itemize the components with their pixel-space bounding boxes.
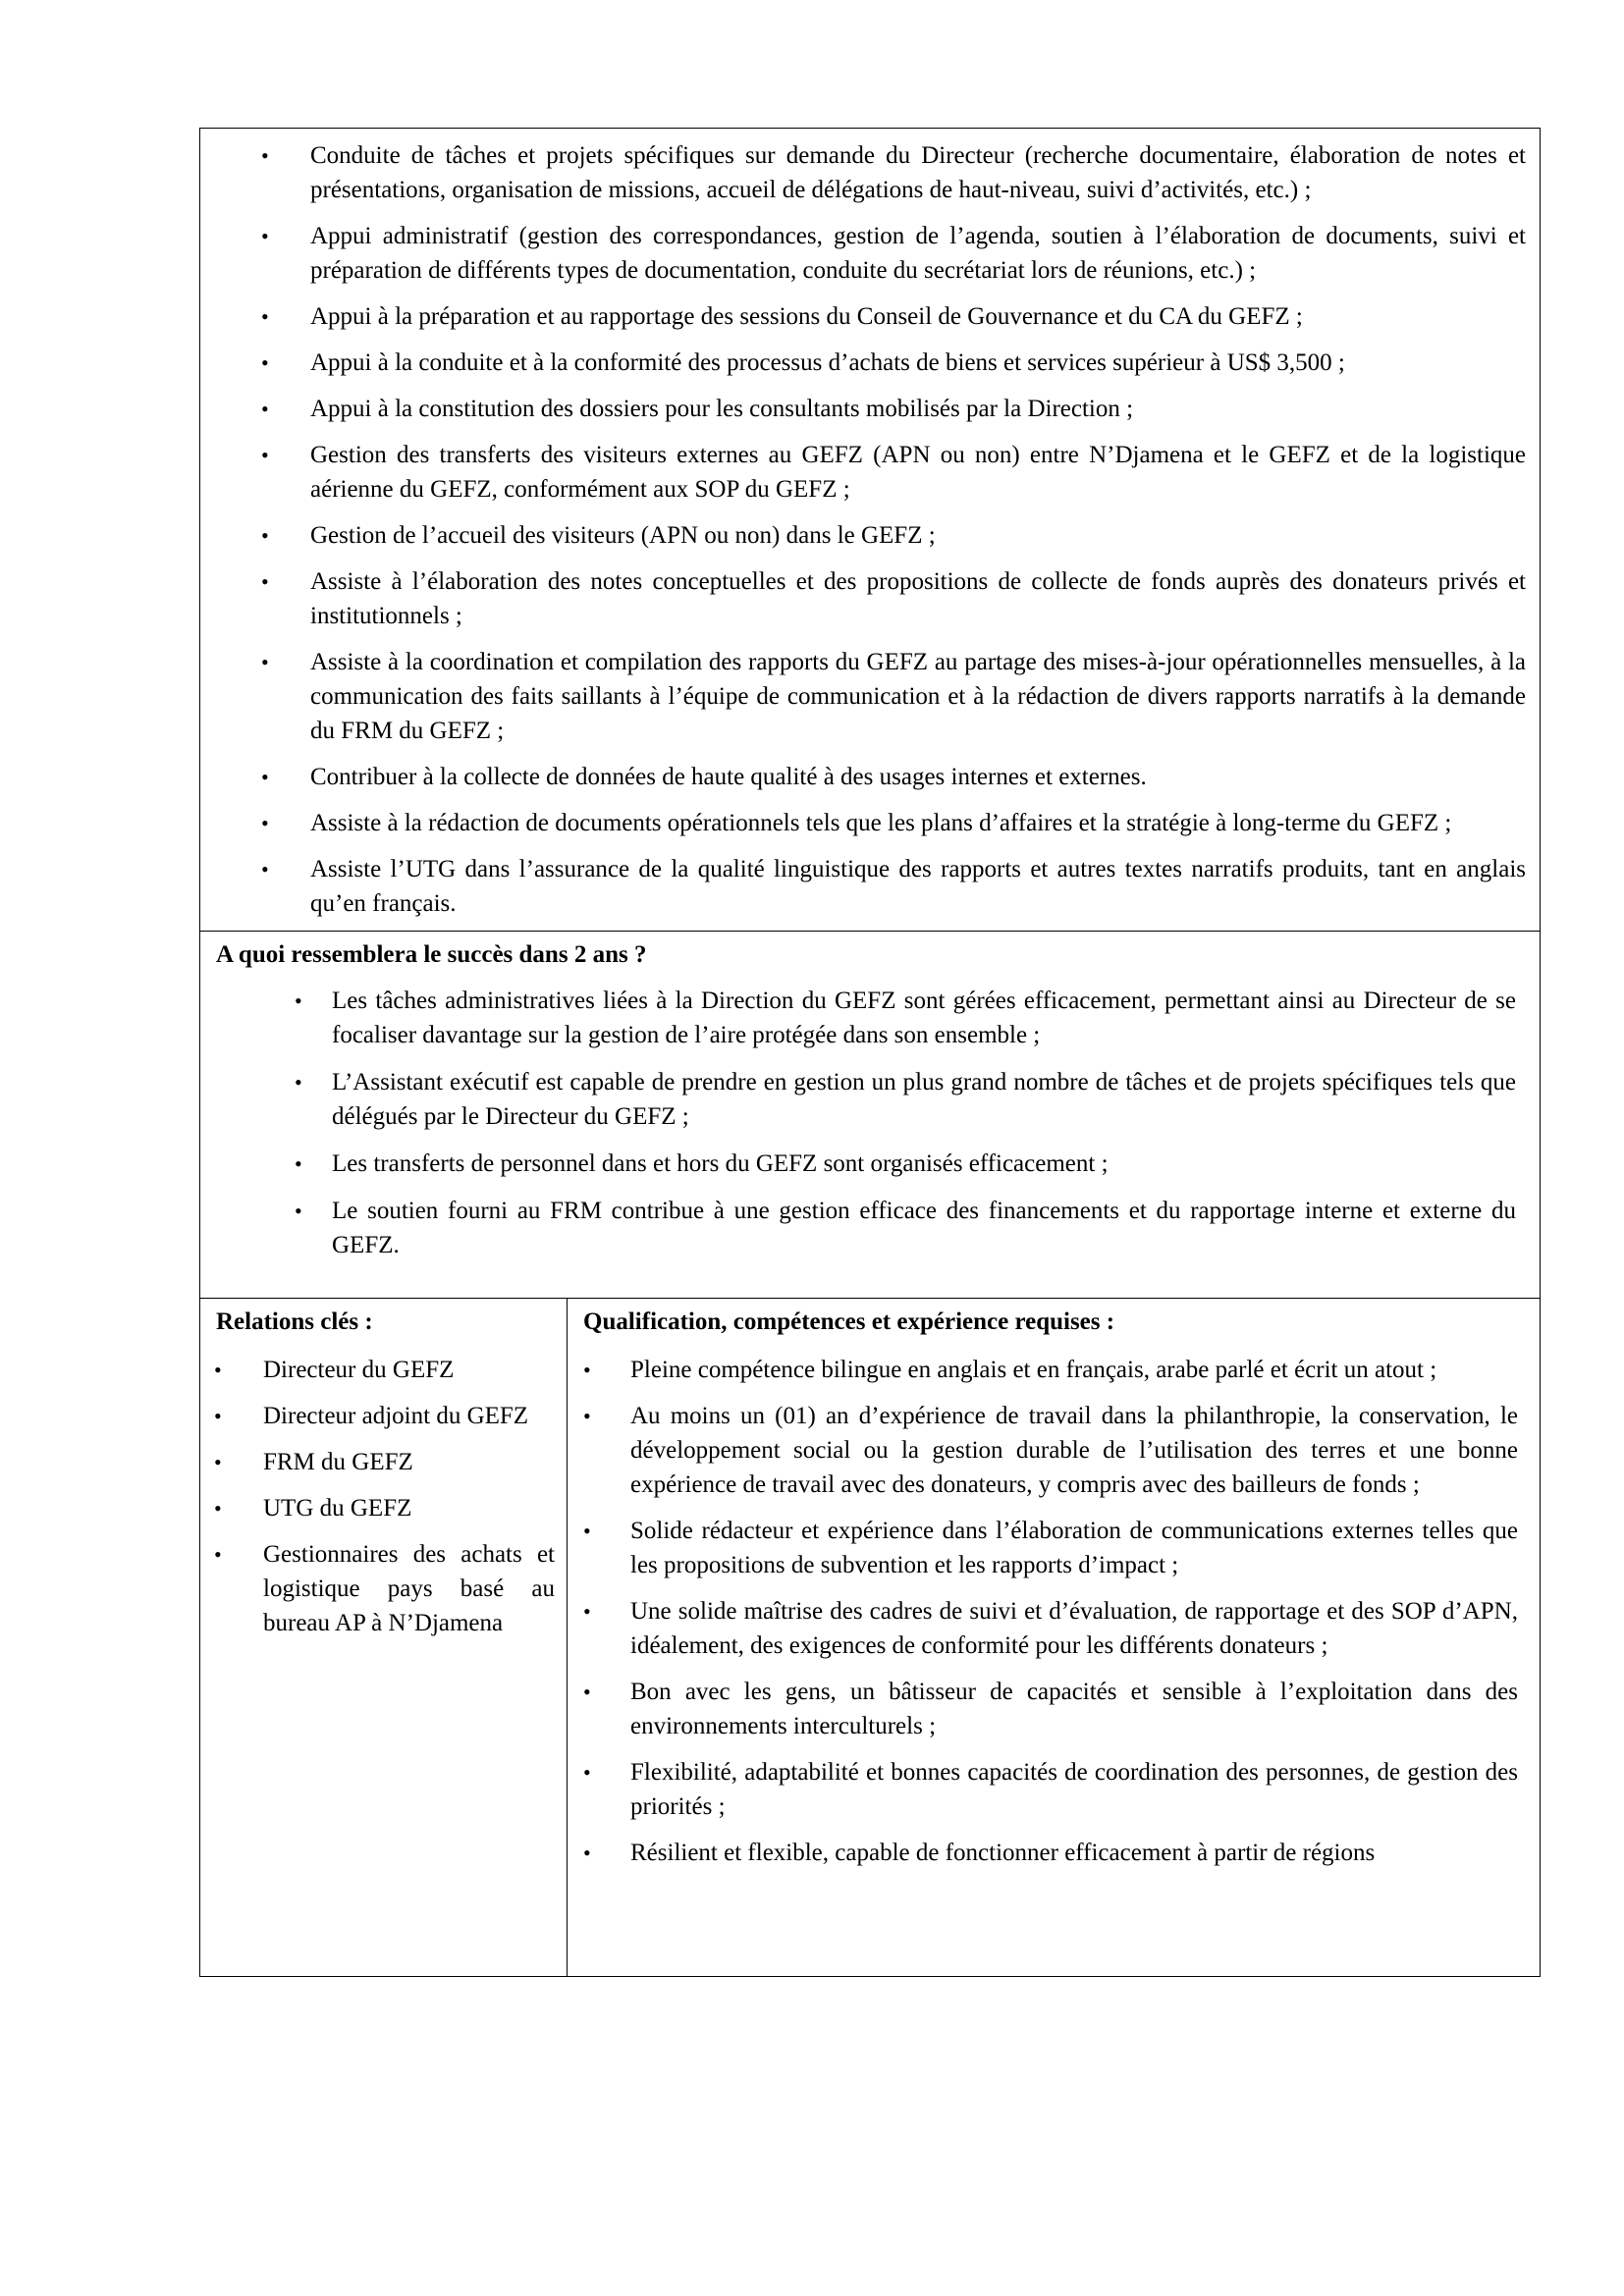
qualification-text: Bon avec les gens, un bâtisseur de capacités et sensible à l’exploitation dans des environnements interculturels ; — [630, 1679, 1518, 1739]
list-item — [200, 645, 1526, 748]
success-text: L’Assistant exécutif est capable de prendre en gestion un plus grand nombre de tâches et de projets spécifiques tels que délégués par le Directeur du GEFZ ; — [332, 1069, 1516, 1130]
bullet-icon: • — [261, 569, 269, 594]
bullet-icon: • — [214, 1542, 222, 1567]
bullet-icon: • — [583, 1599, 591, 1624]
list-item — [200, 138, 1526, 207]
bullet-icon: • — [295, 988, 302, 1013]
bullet-icon: • — [261, 143, 269, 168]
list-item — [568, 1675, 1518, 1743]
task-text: Conduite de tâches et projets spécifiques sur demande du Directeur (recherche documentaire, élaboration de notes et présentations, organisation de missions, accueil de délégations de haut-niveau, suivi d’activités, etc.) ; — [310, 142, 1526, 203]
task-text: Appui à la conduite et à la conformité des processus d’achats de biens et services supérieur à US$ 3,500 ; — [310, 349, 1345, 376]
qualifications-column — [568, 1299, 1540, 1976]
task-text: Assiste à l’élaboration des notes conceptuelles et des propositions de collecte de fonds auprès des donateurs privés et institutionnels ; — [310, 568, 1526, 629]
bullet-icon: • — [214, 1450, 222, 1474]
list-item — [200, 518, 1526, 553]
list-item — [200, 852, 1526, 921]
list-item — [568, 1836, 1518, 1870]
qualification-text: Solide rédacteur et expérience dans l’élaboration de communications externes telles que les propositions de subvention et les rapports d’impact ; — [630, 1518, 1518, 1578]
bullet-icon: • — [261, 304, 269, 329]
relations-list — [200, 1353, 555, 1640]
task-text: Assiste à la rédaction de documents opérationnels tels que les plans d’affaires et la stratégie à long-terme du GEFZ ; — [310, 810, 1452, 836]
bullet-icon: • — [214, 1358, 222, 1382]
bullet-icon: • — [583, 1760, 591, 1785]
bullet-icon: • — [583, 1358, 591, 1382]
bullet-icon: • — [261, 857, 269, 881]
qualification-text: Pleine compétence bilingue en anglais et en français, arabe parlé et écrit un atout ; — [630, 1357, 1437, 1383]
bullet-icon: • — [295, 1199, 302, 1223]
bullet-icon: • — [583, 1841, 591, 1865]
success-list — [200, 984, 1516, 1262]
list-item — [200, 1065, 1516, 1134]
list-item — [200, 299, 1526, 334]
list-item — [200, 219, 1526, 288]
job-description-table — [199, 128, 1541, 1977]
tasks-section — [200, 129, 1540, 932]
list-item — [568, 1353, 1518, 1387]
list-item — [200, 1194, 1516, 1262]
list-item — [568, 1594, 1518, 1663]
bullet-icon: • — [214, 1496, 222, 1521]
list-item — [200, 1353, 555, 1387]
relation-text: Directeur adjoint du GEFZ — [263, 1403, 529, 1429]
tasks-list — [200, 138, 1526, 921]
relation-text: Gestionnaires des achats et logistique pays basé au bureau AP à N’Djamena — [263, 1541, 555, 1636]
task-text: Assiste l’UTG dans l’assurance de la qualité linguistique des rapports et autres textes narratifs produits, tant en anglais qu’en français. — [310, 856, 1526, 917]
qualification-text: Flexibilité, adaptabilité et bonnes capacités de coordination des personnes, de gestion des priorités ; — [630, 1759, 1518, 1820]
relation-text: UTG du GEFZ — [263, 1495, 412, 1522]
success-text: Le soutien fourni au FRM contribue à une gestion efficace des financements et du rapportage interne et externe du GEFZ. — [332, 1198, 1516, 1258]
relations-heading: Relations clés : — [216, 1308, 373, 1335]
bullet-icon: • — [295, 1070, 302, 1095]
success-section — [200, 932, 1540, 1299]
relations-column — [200, 1299, 568, 1976]
bullet-icon: • — [583, 1680, 591, 1704]
qualifications-list — [568, 1353, 1518, 1870]
task-text: Gestion des transferts des visiteurs externes au GEFZ (APN ou non) entre N’Djamena et le GEFZ et de la logistique aérienne du GEFZ, conformément aux SOP du GEFZ ; — [310, 442, 1526, 503]
bullet-icon: • — [261, 650, 269, 674]
list-item — [200, 984, 1516, 1052]
task-text: Appui à la constitution des dossiers pour les consultants mobilisés par la Direction ; — [310, 396, 1134, 422]
list-item — [200, 1445, 555, 1479]
task-text: Appui à la préparation et au rapportage des sessions du Conseil de Gouvernance et du CA du GEFZ ; — [310, 303, 1303, 330]
success-text: Les transferts de personnel dans et hors du GEFZ sont organisés efficacement ; — [332, 1150, 1109, 1177]
list-item — [200, 392, 1526, 426]
relation-text: FRM du GEFZ — [263, 1449, 413, 1475]
list-item — [200, 438, 1526, 507]
bullet-icon: • — [214, 1404, 222, 1428]
bullet-icon: • — [583, 1404, 591, 1428]
list-item — [200, 564, 1526, 633]
bullet-icon: • — [261, 350, 269, 375]
qualification-text: Une solide maîtrise des cadres de suivi et d’évaluation, de rapportage et des SOP d’APN, idéalement, des exigences de conformité pour les différents donateurs ; — [630, 1598, 1518, 1659]
success-text: Les tâches administratives liées à la Direction du GEFZ sont gérées efficacement, permettant ainsi au Directeur de se focaliser davantage sur la gestion de l’aire protégée dans son ensemble ; — [332, 988, 1516, 1048]
list-item — [200, 760, 1526, 794]
list-item — [568, 1514, 1518, 1582]
relations-qualifications-section — [200, 1299, 1540, 1976]
list-item — [568, 1399, 1518, 1502]
task-text: Gestion de l’accueil des visiteurs (APN ou non) dans le GEFZ ; — [310, 522, 936, 549]
task-text: Contribuer à la collecte de données de haute qualité à des usages internes et externes. — [310, 764, 1147, 790]
list-item — [200, 1399, 555, 1433]
list-item — [200, 1147, 1516, 1181]
bullet-icon: • — [261, 224, 269, 248]
task-text: Assiste à la coordination et compilation des rapports du GEFZ au partage des mises-à-jour opérationnelles mensuelles, à la communication des faits saillants à l’équipe de communication et à la rédaction de divers rapports narratifs à la demande du FRM du GEFZ ; — [310, 649, 1526, 744]
bullet-icon: • — [261, 443, 269, 467]
list-item — [200, 1491, 555, 1525]
list-item — [200, 1537, 555, 1640]
bullet-icon: • — [583, 1519, 591, 1543]
list-item — [200, 806, 1526, 840]
success-heading: A quoi ressemblera le succès dans 2 ans ? — [216, 941, 647, 968]
task-text: Appui administratif (gestion des correspondances, gestion de l’agenda, soutien à l’élaboration de documents, suivi et préparation de différents types de documentation, conduite du secrétariat lors de réunions, etc.) ; — [310, 223, 1526, 284]
relation-text: Directeur du GEFZ — [263, 1357, 455, 1383]
list-item — [568, 1755, 1518, 1824]
qualification-text: Au moins un (01) an d’expérience de travail dans la philanthropie, la conservation, le développement social ou la gestion durable de l’utilisation des terres et une bonne expérience de travail avec des donateurs, y compris avec des bailleurs de fonds ; — [630, 1403, 1518, 1498]
bullet-icon: • — [295, 1151, 302, 1176]
bullet-icon: • — [261, 765, 269, 789]
qualifications-heading: Qualification, compétences et expérience requises : — [583, 1308, 1115, 1335]
bullet-icon: • — [261, 397, 269, 421]
bullet-icon: • — [261, 811, 269, 835]
list-item — [200, 346, 1526, 380]
bullet-icon: • — [261, 523, 269, 548]
qualification-text: Résilient et flexible, capable de fonctionner efficacement à partir de régions — [630, 1840, 1376, 1866]
